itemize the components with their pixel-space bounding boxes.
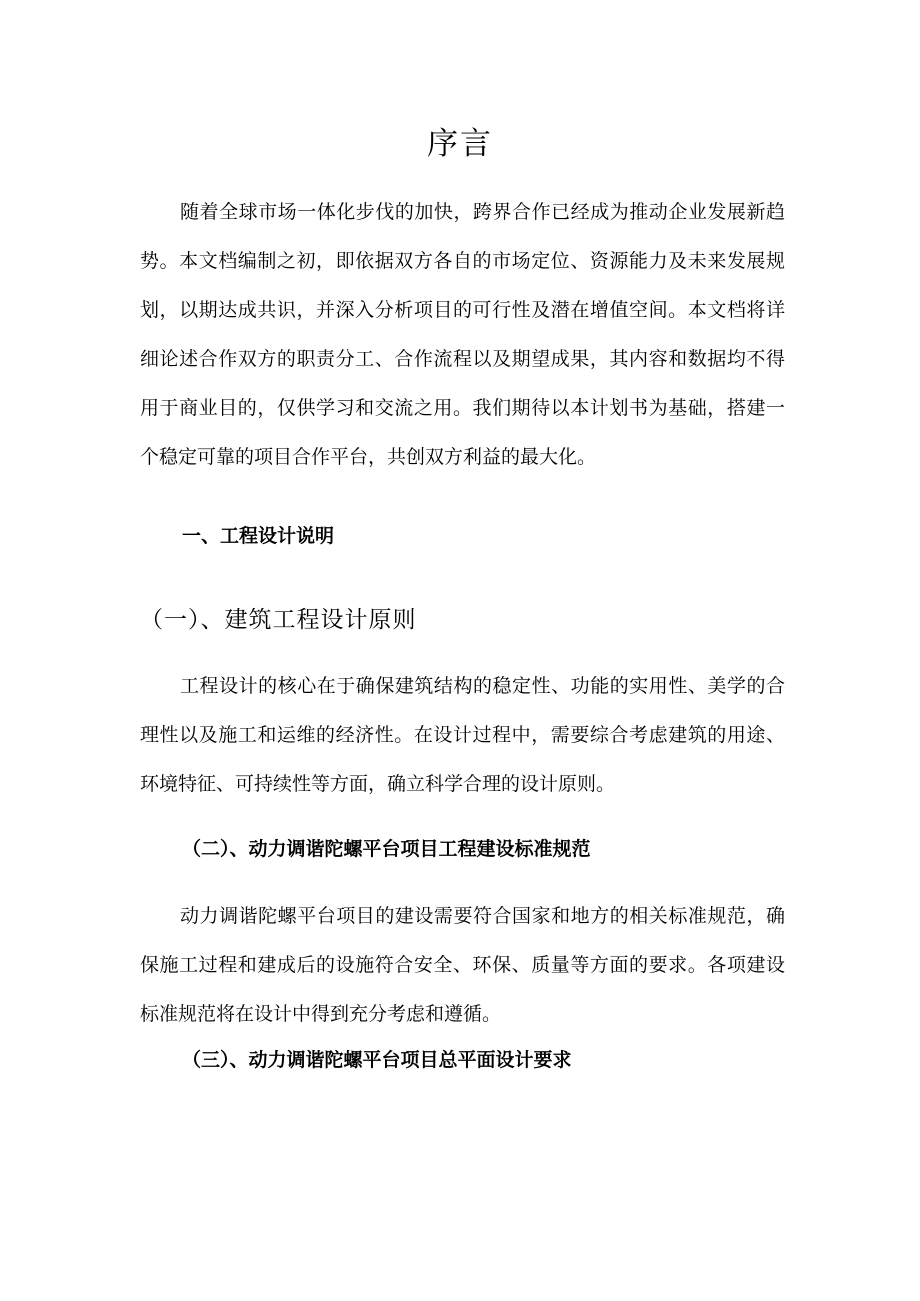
construction-standards-paragraph: 动力调谐陀螺平台项目的建设需要符合国家和地方的相关标准规范，确保施工过程和建成后的设施符合安全、环保、质量等方面的要求。各项建设标准规范将在设计中得到充分考虑和遵循。 <box>140 905 785 1025</box>
subsection-heading-design-principles: （一）、建筑工程设计原则 <box>140 607 417 633</box>
subsection-heading-construction-standards: （二）、动力调谐陀螺平台项目工程建设标准规范 <box>182 838 591 860</box>
page-title: 序言 <box>427 126 493 162</box>
section-heading-engineering-design: 一、工程设计说明 <box>182 525 335 547</box>
subsection-heading-site-plan-requirements: （三）、动力调谐陀螺平台项目总平面设计要求 <box>182 1049 572 1071</box>
intro-paragraph: 随着全球市场一体化步伐的加快，跨界合作已经成为推动企业发展新趋势。本文档编制之初，即依据双方各自的市场定位、资源能力及未来发展规划，以期达成共识，并深入分析项目的可行性及潜在增值空间。本文档将详细论述合作双方的职责分工、合作流程以及期望成果，其内容和数据均不得用于商业目的，仅供学习和交流之用。我们期待以本计划书为基础，搭建一个稳定可靠的项目合作平台，共创双方利益的最大化。 <box>140 201 785 468</box>
design-principles-paragraph: 工程设计的核心在于确保建筑结构的稳定性、功能的实用性、美学的合理性以及施工和运维的经济性。在设计过程中，需要综合考虑建筑的用途、环境特征、可持续性等方面，确立科学合理的设计原则。 <box>140 675 785 795</box>
